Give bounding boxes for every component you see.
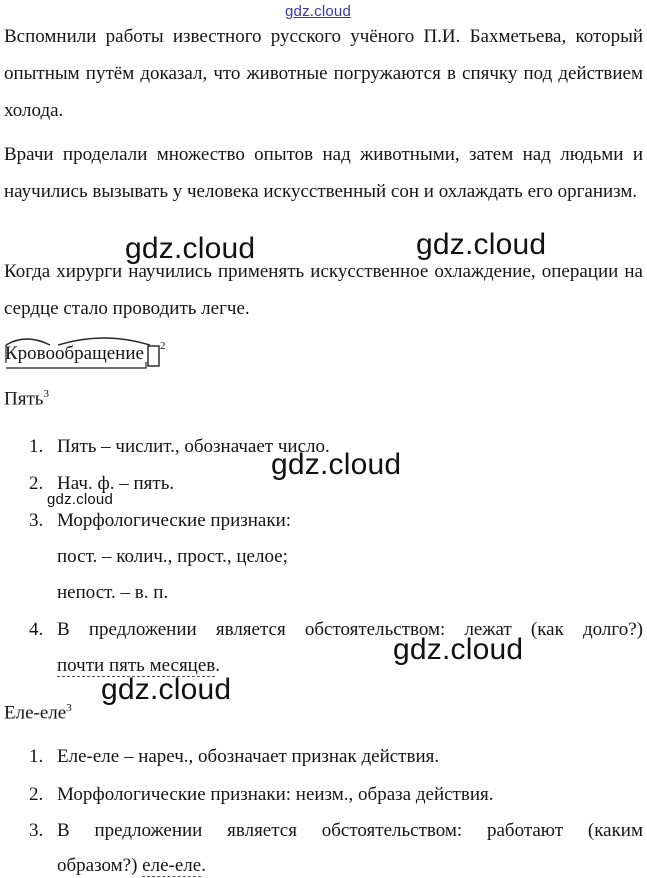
word1-title-text: Пять <box>4 388 44 410</box>
word2-item-3-cont-pre: образом?) <box>57 855 143 876</box>
word2-item-3: В предложении является обстоятельством: работают (каким <box>57 820 643 841</box>
watermark-top: gdz.cloud <box>285 3 352 20</box>
word1-item-3-num: 3. <box>29 510 44 531</box>
word1-item-1-num: 1. <box>29 436 44 457</box>
word1-title-sup: 3 <box>43 388 49 400</box>
watermark-4: gdz.cloud <box>47 491 114 508</box>
morpheme-word <box>4 335 174 375</box>
word1-item-2: Нач. ф. – пять. <box>57 473 175 494</box>
paragraph-2: Врачи проделали множество опытов над животными, затем над людьми и научились вызывать у человека искусственный сон и охлаждать его организм. <box>4 144 643 202</box>
word2-item-1: Еле-еле – нареч., обозначает признак действия. <box>57 746 440 767</box>
word2-title <box>4 702 72 724</box>
word2-title-sup: 3 <box>66 702 72 714</box>
word2-item-3-num: 3. <box>29 820 44 841</box>
watermark-5: gdz.cloud <box>393 633 524 666</box>
word1-item-3: Морфологические признаки: <box>57 510 292 531</box>
word1-item-2-num: 2. <box>29 473 44 494</box>
morpheme-word-sup: 2 <box>160 340 166 352</box>
word1-item-4: В предложении является обстоятельством: лежат (как долго?) <box>57 619 643 640</box>
word2-item-3-cont <box>57 855 206 877</box>
watermark-3: gdz.cloud <box>271 448 402 481</box>
watermark-6: gdz.cloud <box>101 673 232 706</box>
word1-item-1: Пять – числит., обозначает число. <box>57 436 330 457</box>
watermark-1: gdz.cloud <box>125 232 256 265</box>
paragraph-3: Когда хирурги научились применять искусственное охлаждение, операции на сердце стало проводить легче. <box>4 261 643 319</box>
paragraph-1: Вспомнили работы известного русского учёного П.И. Бахметьева, который опытным путём доказал, что животные погружаются в спячку под действием холода. <box>4 26 643 121</box>
morpheme-word-text: Кровообращение <box>5 343 144 364</box>
word1-item-3-nonconst: непост. – в. п. <box>57 582 169 603</box>
word2-item-3-end: . <box>201 855 206 876</box>
watermark-2: gdz.cloud <box>416 228 547 261</box>
word1-item-4-underlined: почти пять месяцев <box>57 655 216 676</box>
word2-item-3-underlined: еле-еле <box>142 855 202 876</box>
word2-item-2-num: 2. <box>29 784 44 805</box>
word2-title-text: Еле-еле <box>4 702 67 724</box>
word1-item-4-end: . <box>215 655 221 676</box>
word1-item-3-const: пост. – колич., прост., целое; <box>57 546 288 567</box>
word2-item-2: Морфологические признаки: неизм., образа действия. <box>57 784 494 805</box>
word2-item-1-num: 1. <box>29 746 44 767</box>
word1-title <box>4 388 49 410</box>
word1-item-4-num: 4. <box>29 619 44 640</box>
